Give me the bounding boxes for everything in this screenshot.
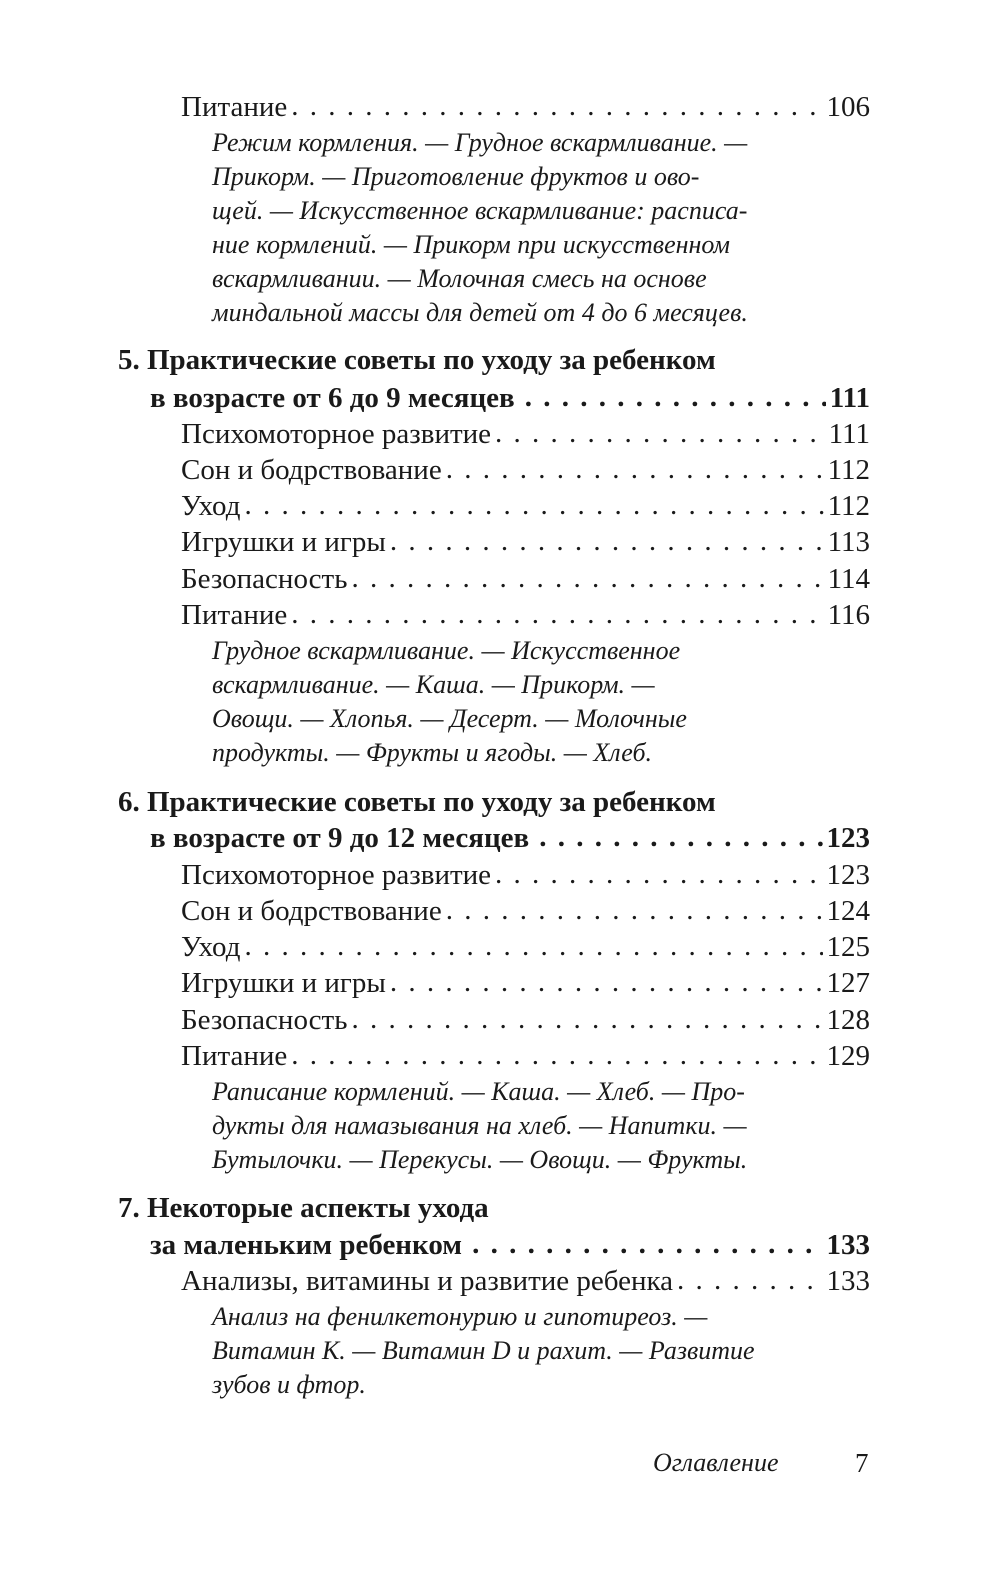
toc-entry-page: 113: [827, 526, 870, 558]
toc-entry-page: 116: [827, 599, 870, 631]
description-line: Овощи. — Хлопья. — Десерт. — Молочные: [212, 704, 687, 733]
dot-leader: [291, 1037, 822, 1073]
dot-leader: [446, 451, 824, 487]
toc-entry-title: Безопасность: [181, 563, 348, 595]
description-line: Анализ на фенилкетонурию и гипотиреоз. —: [212, 1302, 708, 1331]
toc-entry-title: Игрушки и игры: [181, 967, 386, 999]
dot-leader: [390, 523, 824, 559]
dot-leader: [244, 928, 822, 964]
chapter-7-title: 7. Некоторые аспекты ухода: [118, 1192, 489, 1224]
dot-leader: [291, 88, 822, 124]
dot-leader: [291, 596, 823, 632]
description-line: зубов и фтор.: [212, 1370, 366, 1399]
dot-leader: [539, 819, 822, 855]
toc-entry: [181, 965, 870, 1001]
toc-entry-description: [212, 126, 852, 330]
toc-entry-page: 129: [826, 1040, 870, 1072]
chapter-title-text: за маленьким ребенком: [150, 1229, 463, 1261]
toc-entry-title: Уход: [181, 490, 241, 522]
toc-entry: [181, 524, 870, 560]
toc-entry-title: Уход: [181, 931, 241, 963]
description-line: продукты. — Фрукты и ягоды. — Хлеб.: [212, 738, 653, 767]
toc-entry-page: 127: [826, 967, 870, 999]
toc-entry-title: Игрушки и игры: [181, 526, 386, 558]
chapter-6-title-line2: [150, 820, 870, 856]
running-footer-label: Оглавление: [653, 1448, 779, 1477]
toc-entry: [181, 488, 870, 524]
chapter-5-title-line2: [150, 380, 870, 416]
description-line: Бутылочки. — Перекусы. — Овощи. — Фрукты.: [212, 1145, 748, 1174]
toc-entry-page: 106: [826, 91, 870, 123]
toc-entry: [181, 857, 870, 893]
toc-entry-title: Сон и бодрствование: [181, 454, 442, 486]
dot-leader: [472, 1226, 822, 1262]
toc-entry-page: 133: [826, 1265, 870, 1297]
toc-entry-title: Питание: [181, 1040, 288, 1072]
toc-entry-page: 125: [826, 931, 870, 963]
dot-leader: [351, 1001, 822, 1037]
description-line: Витамин K. — Витамин D и рахит. — Развитие: [212, 1336, 755, 1365]
toc-entry: [181, 89, 870, 125]
dot-leader: [390, 964, 823, 1000]
chapter-page: 111: [829, 382, 870, 414]
toc-entry-page: 124: [826, 895, 870, 927]
toc-entry-page: 114: [827, 563, 870, 595]
toc-entry-title: Питание: [181, 91, 288, 123]
toc-entry: [181, 1263, 870, 1299]
toc-entry-page: 123: [826, 859, 870, 891]
description-line: Грудное вскармливание. — Искусственное: [212, 636, 681, 665]
dot-leader: [351, 560, 823, 596]
toc-entry-page: 111: [828, 418, 870, 450]
description-line: ние кормлений. — Прикорм при искусственном: [212, 230, 731, 259]
description-line: миндальной массы для детей от 4 до 6 месяцев.: [212, 298, 748, 327]
toc-entry-description: [212, 634, 852, 770]
toc-entry-description: [212, 1075, 852, 1177]
chapter-page: 123: [826, 822, 870, 854]
toc-entry: [181, 597, 870, 633]
chapter-title-text: в возрасте от 9 до 12 месяцев: [150, 822, 530, 854]
description-line: Раписание кормлений. — Каша. — Хлеб. — Про-: [212, 1077, 745, 1106]
dot-leader: [495, 415, 825, 451]
toc-entry: [181, 561, 870, 597]
chapter-7-title-line2: [150, 1227, 870, 1263]
dot-leader: [495, 856, 822, 892]
toc-entry-title: Анализы, витамины и развитие ребенка: [181, 1265, 674, 1297]
description-line: вскармливание. — Каша. — Прикорм. —: [212, 670, 655, 699]
dot-leader: [446, 892, 823, 928]
toc-entry: [181, 929, 870, 965]
toc-entry-title: Психомоторное развитие: [181, 418, 492, 450]
toc-entry-title: Безопасность: [181, 1004, 348, 1036]
toc-entry-page: 112: [827, 490, 870, 522]
toc-entry-page: 112: [827, 454, 870, 486]
dot-leader: [525, 379, 826, 415]
description-line: Режим кормления. — Грудное вскармливание. —: [212, 128, 748, 157]
toc-entry-title: Психомоторное развитие: [181, 859, 492, 891]
chapter-title-text: в возрасте от 6 до 9 месяцев: [150, 382, 515, 414]
chapter-5-title: 5. Практические советы по уходу за ребенком: [118, 344, 716, 376]
toc-entry: [181, 1002, 870, 1038]
description-line: вскармливании. — Молочная смесь на основе: [212, 264, 707, 293]
toc-entry-title: Сон и бодрствование: [181, 895, 442, 927]
toc-entry-page: 128: [826, 1004, 870, 1036]
toc-entry-title: Питание: [181, 599, 288, 631]
toc-entry: [181, 893, 870, 929]
dot-leader: [244, 487, 823, 523]
description-line: Прикорм. — Приготовление фруктов и ово-: [212, 162, 700, 191]
dot-leader: [677, 1262, 822, 1298]
description-line: дукты для намазывания на хлеб. — Напитки. —: [212, 1111, 747, 1140]
toc-entry: [181, 416, 870, 452]
description-line: щей. — Искусственное вскармливание: расписа-: [212, 196, 748, 225]
chapter-6-title: 6. Практические советы по уходу за ребенком: [118, 786, 716, 818]
toc-entry-description: [212, 1300, 852, 1402]
page-number: 7: [855, 1448, 869, 1478]
toc-entry: [181, 452, 870, 488]
chapter-page: 133: [826, 1229, 870, 1261]
toc-entry: [181, 1038, 870, 1074]
